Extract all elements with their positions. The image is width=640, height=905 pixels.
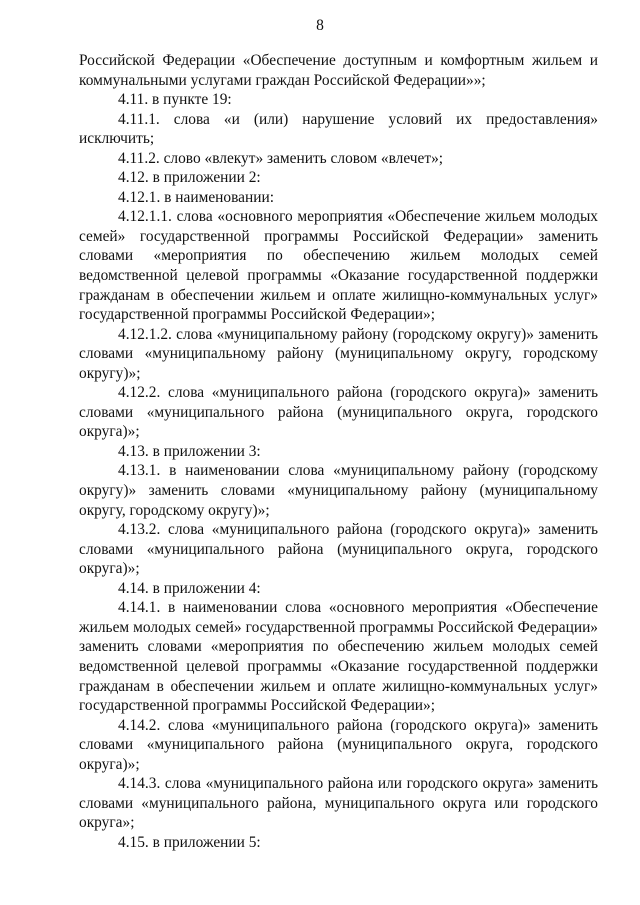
paragraph-4-15: 4.15. в приложении 5: [118,833,261,851]
paragraph-4-11-2: 4.11.2. слово «влекут» заменить словом «влечет»; [118,149,444,167]
paragraph-continuation: Российской Федерации «Обеспечение доступным и комфортным жильем и коммунальными услугами граждан Российской Федерации»»; [79,52,598,89]
paragraph-4-12: 4.12. в приложении 2: [118,169,261,187]
paragraph-4-14-2: 4.14.2. слова «муниципального района (городского округа)» заменить словами «муниципального района (муниципального округа, городского округа)»; [79,716,598,773]
paragraph-4-12-1-2: 4.12.1.2. слова «муниципальному району (городскому округу)» заменить словами «муниципальному району (муниципальному округу, городскому округу)»; [79,325,598,382]
paragraph-4-11: 4.11. в пункте 19: [118,91,232,109]
paragraph-4-14-3: 4.14.3. слова «муниципального района или городского округа» заменить словами «муниципального района, муниципального округа или городского округа»; [79,775,598,832]
paragraph-4-12-1-1: 4.12.1.1. слова «основного мероприятия «Обеспечение жильем молодых семей» государственной программы Российской Федерации» заменить словами «мероприятия по обеспечению жильем молодых семей ведомственной целевой программы «Оказание государственной поддержки гражданам в обеспечении жильем и оплате жилищно-коммунальных услуг» государственной программы Российской Федерации»; [79,208,598,324]
paragraph-4-13-2: 4.13.2. слова «муниципального района (городского округа)» заменить словами «муниципального района (муниципального округа, городского округа)»; [79,521,598,578]
paragraph-4-13-1: 4.13.1. в наименовании слова «муниципальному району (городскому округу)» заменить словами «муниципальному району (муниципальному округу, городскому округу)»; [79,462,598,519]
paragraph-4-14-1: 4.14.1. в наименовании слова «основного мероприятия «Обеспечение жильем молодых семей» государственной программы Российской Федерации» заменить словами «мероприятия по обеспечению жильем молодых семей ведомственной целевой программы «Оказание государственной поддержки гражданам в обеспечении жильем и оплате жилищно-коммунальных услуг» государственной программы Российской Федерации»; [79,599,598,715]
document-body [79,51,598,852]
paragraph-4-11-1: 4.11.1. слова «и (или) нарушение условий их предоставления» исключить; [79,110,598,148]
paragraph-4-14: 4.14. в приложении 4: [118,579,261,597]
page-number: 8 [316,17,324,34]
paragraph-4-12-1: 4.12.1. в наименовании: [118,188,274,206]
paragraph-4-12-2: 4.12.2. слова «муниципального района (городского округа)» заменить словами «муниципального района (муниципального округа, городского округа)»; [79,384,598,441]
paragraph-4-13: 4.13. в приложении 3: [118,442,261,460]
